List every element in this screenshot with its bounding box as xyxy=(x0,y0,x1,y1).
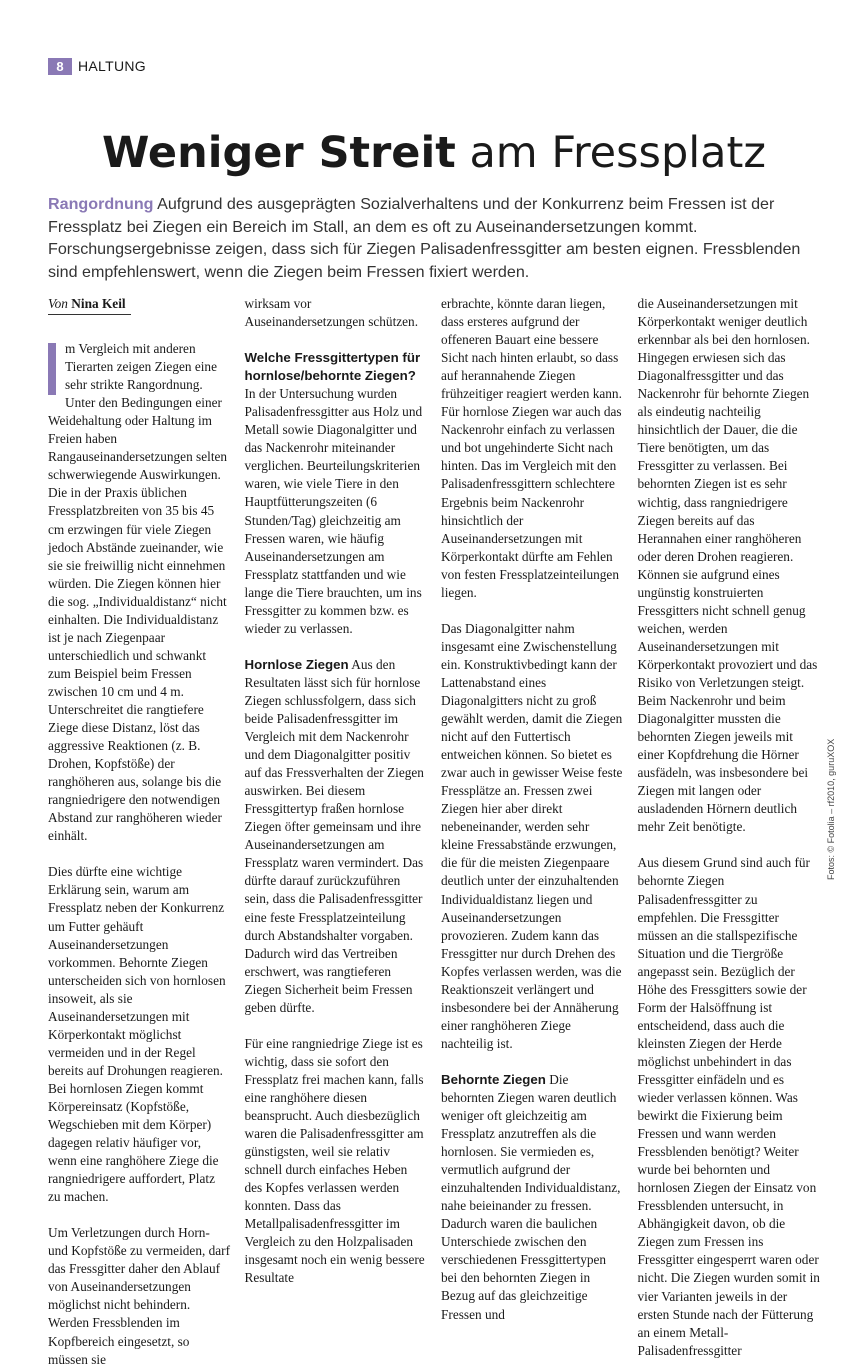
column-1 xyxy=(48,295,231,1367)
subhead: Behornte Ziegen xyxy=(441,1071,546,1087)
paragraph-text: Die behornten Ziegen waren deutlich weniger oft gleichzeitig am Fressplatz anzutreffen als die hornlosen. Sie vermieden es, vermutlich aufgrund der einzuhaltenden Individualdistanz, nahe beieinander zu fressen. Dadurch waren die baulichen Unterschiede zwischen den verschiedenen Fressgittertypen bei den behornten Ziegen in Bezug auf das gleichzeitige Fressen und xyxy=(441,1071,621,1322)
column-4 xyxy=(637,295,821,1358)
paragraph-with-subhead xyxy=(441,1071,624,1324)
author-name: Nina Keil xyxy=(71,296,126,311)
author-line xyxy=(48,295,231,315)
paragraph-text: In der Untersuchung wurden Palisadenfressgitter aus Holz und Metall sowie Diagonalgitter und das Nackenrohr miteinander verglichen. Beurteilungskriterien waren, wie viele Tiere in den Hauptfütterungszeiten (6 Stunden/Tag) gleichzeitig am Fressen waren, wie häufig Auseinandersetzungen am Fressplatz stattfanden und wie lange die Tiere brauchten, um ins Fressgitter zu kommen bzw. es wieder zu verlassen. xyxy=(244,386,423,636)
headline xyxy=(0,128,868,178)
author-rule xyxy=(48,314,131,315)
dropcap-mark xyxy=(48,343,56,395)
lead-text: Aufgrund des ausgeprägten Sozialverhaltens und der Konkurrenz beim Fressen ist der Fressplatz bei Ziegen ein Bereich im Stall, an dem es oft zu Auseinandersetzungen kommt. Forschungsergebnisse zeigen, dass sich für Ziegen Palisadenfressgitter am besten eignen. Fressblenden sind empfehlenswert, wenn die Ziegen beim Fressen fixiert werden. xyxy=(48,195,801,281)
article-body xyxy=(48,295,820,1367)
photo-credit: Fotos: © Fotolia – rf2010, guruXOX xyxy=(826,738,836,880)
column-2 xyxy=(244,295,428,1286)
section-label: HALTUNG xyxy=(78,58,146,74)
paragraph: wirksam vor Auseinandersetzungen schützen. xyxy=(244,296,419,330)
paragraph-with-subhead xyxy=(245,656,428,1017)
lead-paragraph xyxy=(48,193,820,283)
paragraph: Dies dürfte eine wichtige Erklärung sein, warum am Fressplatz neben der Konkurrenz um Futter gehäuft Auseinandersetzungen vorkommen. Behornte Ziegen unterscheiden sich von hornlosen insoweit, als sie Auseinandersetzungen mit Körperkontakt möglichst vermeiden und in der Regel bereits auf Drohungen reagieren. Bei hornlosen Ziegen kommt Körpereinsatz (Kopfstöße, Wegschieben mit dem Körper) dagegen relativ häufiger vor, wenn eine ranghöhere Ziege die rangniedrigere auffordert, Platz zu machen. xyxy=(48,864,226,1205)
paragraph-text: m Vergleich mit anderen Tierarten zeigen Ziegen eine sehr strikte Rangordnung. Unter den Bedingungen einer Weidehaltung oder Haltung im Freien haben Rangauseinandersetzungen selten schwerwiegende Auswirkungen. Die in der Praxis üblichen Fressplatzbreiten von 35 bis 45 cm erzwingen für viele Ziegen jedoch Abstände zueinander, wie sie sie freiwillig nicht einnehmen würden. Die Ziegen können hier die sog. „Individualdistanz“ nicht einhalten. Die Individualdistanz ist je nach Ziegenpaar unterschiedlich und schwankt zum Beispiel beim Fressen zwischen 10 cm und 4 m. Unterschreitet die rangtiefere Ziege diese Distanz, löst das aggressive Reaktionen (z. B. Drohen, Kopfstöße) der ranghöheren aus, solange bis die rangniedrigere den notwendigen Abstand zur ranghöheren wieder einhält. xyxy=(48,341,228,844)
paragraph: Das Diagonalgitter nahm insgesamt eine Zwischenstellung ein. Konstruktivbedingt kann der Lattenabstand eines Diagonalgitters nicht zu groß gewählt werden, damit die Ziegen nicht auf den Futtertisch entweichen können. So bietet es zwar auch in gewisser Weise feste Fressplätze an. Fressen zwei Ziegen hier aber direkt nebeneinander, werden sehr kleine Fressabstände erzwungen, die für die meisten Ziegenpaare deutlich unter der einzuhaltenden Individualdistanz liegen und Auseinandersetzungen provozieren. Zudem kann das Fressgitter nur durch Drehen des Kopfes verlassen werden, was die Reaktionszeit verlängert und insbesondere bei der Annäherung einer ranghöheren Ziege nachteilig ist. xyxy=(441,620,623,1051)
lead-label: Rangordnung xyxy=(48,195,154,213)
page-header xyxy=(48,57,146,75)
paragraph: Aus diesem Grund sind auch für behornte Ziegen Palisadenfressgitter zu empfehlen. Die Fressgitter müssen an die stallspezifische Situation und die Tiergröße angepasst sein. Bezüglich der Höhe des Fressgitters sowie der Form der Halsöffnung ist entscheidend, dass auch die kleinsten Ziegen der Herde möglichst unbehindert in das Fressgitter einfädeln und es wieder verlassen können. Was bewirkt die Fixierung beim Fressen und wann werden Fressblenden benötigt? Weiter wurde bei behornten und hornlosen Ziegen der Einsatz von Fressblenden untersucht, in Abhängigkeit davon, ob die Ziegen zum Fressen ins Fressgitter eingesperrt waren oder nicht. Die Ziegen wurden somit in vier Varianten jeweils in der ersten Stunde nach der Fütterung an einem Metall-Palisadenfressgitter xyxy=(637,855,820,1358)
headline-light: am Fressplatz xyxy=(469,128,766,178)
paragraph xyxy=(48,340,231,845)
page-number: 8 xyxy=(48,58,72,75)
paragraph: die Auseinandersetzungen mit Körperkontakt weniger deutlich erkennbar als bei den hornlosen. Hingegen erwiesen sich das Diagonalfressgitter und das Nackenrohr für behornte Ziegen als eindeutig nachteilig hinsichtlich der Dauer, die die Tiere benötigten, um das Fressgitter zu verlassen. Bei behornten Ziegen ist es sehr wichtig, dass rangniedrigere Ziegen bereits auf das Herannahen einer ranghöheren oder deren Drohen reagieren. Können sie aufgrund eines ungünstig konstruierten Fressgitters nicht schnell genug weichen, werden Auseinandersetzungen mit Körperkontakt provoziert und das Risiko von Verletzungen steigt. Beim Nackenrohr und beim Diagonalgitter mussten die behornten Ziegen jeweils mit einer Kopfdrehung die Hörner ausfädeln, was insbesondere bei Ziegen mit langen oder ausladenden Hörnern deutlich mehr Zeit benötigte. xyxy=(637,296,818,835)
paragraph: erbrachte, könnte daran liegen, dass ersteres aufgrund der offeneren Bauart eine bessere Sicht nach hinten erlaubt, so dass auf herannahende Ziegen frühzeitiger reagiert werden kann. Für hornlose Ziegen war auch das Nackenrohr einfach zu verlassen und bot ungehinderte Sicht nach hinten. Das im Vergleich mit den Palisadenfressgittern schlechtere Ergebnis beim Nackenrohr hinsichtlich der Auseinandersetzungen mit Körperkontakt dürfte am Fehlen von festen Fressplatzeinteilungen liegen. xyxy=(441,296,622,600)
headline-bold: Weniger Streit xyxy=(102,128,456,178)
author-prefix: Von xyxy=(48,296,68,311)
column-3 xyxy=(441,295,624,1322)
subhead: Welche Fressgittertypen für hornlose/behornte Ziegen? xyxy=(244,350,421,384)
paragraph-with-subhead xyxy=(245,349,428,638)
paragraph: Für eine rangniedrige Ziege ist es wichtig, dass sie sofort den Fressplatz frei machen kann, falls eine ranghöhere diesen beansprucht. Auch diesbezüglich waren die Palisadenfressgitter am günstigsten, weil sie relativ schnell durch einfaches Heben des Kopfes verlassen werden konnten. Dass das Metallpalisadenfressgitter im Vergleich zu den Holzpalisaden insgesamt noch ein wenig bessere Resultate xyxy=(244,1035,425,1286)
paragraph: Um Verletzungen durch Horn- und Kopfstöße zu vermeiden, darf das Fressgitter daher den Ablauf von Auseinandersetzungen möglichst nicht behindern. Werden Fressblenden im Kopfbereich eingesetzt, so müssen sie xyxy=(48,1225,231,1367)
paragraph-text: Aus den Resultaten lässt sich für hornlose Ziegen schlussfolgern, dass sich beide Palisadenfressgitter im Vergleich mit dem Nackenrohr und dem Diagonalgitter positiv auf das Fressverhalten der Ziegen auswirken. Bei diesem Fressgittertyp fraßen hornlose Ziegen öfter gemeinsam und ihre Auseinandersetzungen am Fressplatz waren vermindert. Das dürfte darauf zurückzuführen sein, dass die Palisadenfressgitter eine feste Fressplatzeinteilung durch Abstandshalter vorgaben. Dadurch wird das Vertreiben erschwert, was rangtieferen Ziegen Sicherheit beim Fressen geben dürfte. xyxy=(244,656,424,1015)
subhead: Hornlose Ziegen xyxy=(244,656,349,672)
